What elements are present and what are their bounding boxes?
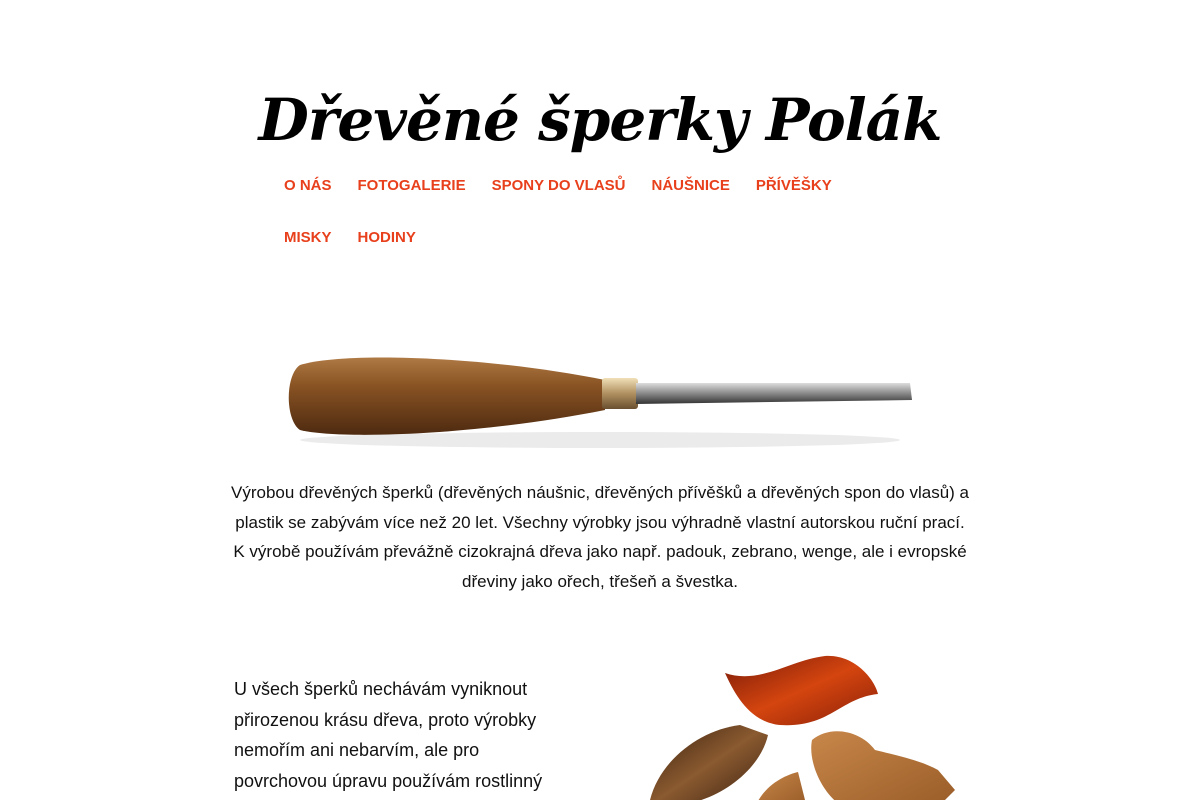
nav-nausnice[interactable]: NÁUŠNICE <box>651 177 730 194</box>
nav-privesky[interactable]: PŘÍVĚŠKY <box>755 177 832 194</box>
nav-o-nas[interactable]: O NÁS <box>284 177 332 194</box>
finish-text: U všech šperků nechávám vyniknout přirozenou krásu dřeva, proto výrobky nemořím ani nebarvím, ale pro povrchovou úpravu používám rostlinný <box>234 679 543 791</box>
wooden-leaves-image <box>620 640 980 800</box>
nav-misky[interactable]: MISKY <box>284 229 332 246</box>
carving-chisel-image <box>280 340 920 455</box>
nav-fotogalerie[interactable]: FOTOGALERIE <box>357 177 466 194</box>
main-nav <box>271 160 911 264</box>
nav-spony-do-vlasu[interactable]: SPONY DO VLASŮ <box>491 177 626 194</box>
site-title[interactable]: Dřevěné šperky Polák <box>258 86 942 154</box>
intro-text: Výrobou dřevěných šperků (dřevěných náušnic, dřevěných přívěšků a dřevěných spon do vlasů) a plastik se zabývám více než 20 let. Všechny výrobky jsou výhradně vlastní autorskou ruční prací. K výrobě používám převážně cizokrajná dřeva jako např. padouk, zebrano, wenge, ale i evropské dřeviny jako ořech, třešeň a švestka. <box>230 483 969 591</box>
nav-hodiny[interactable]: HODINY <box>357 229 416 246</box>
